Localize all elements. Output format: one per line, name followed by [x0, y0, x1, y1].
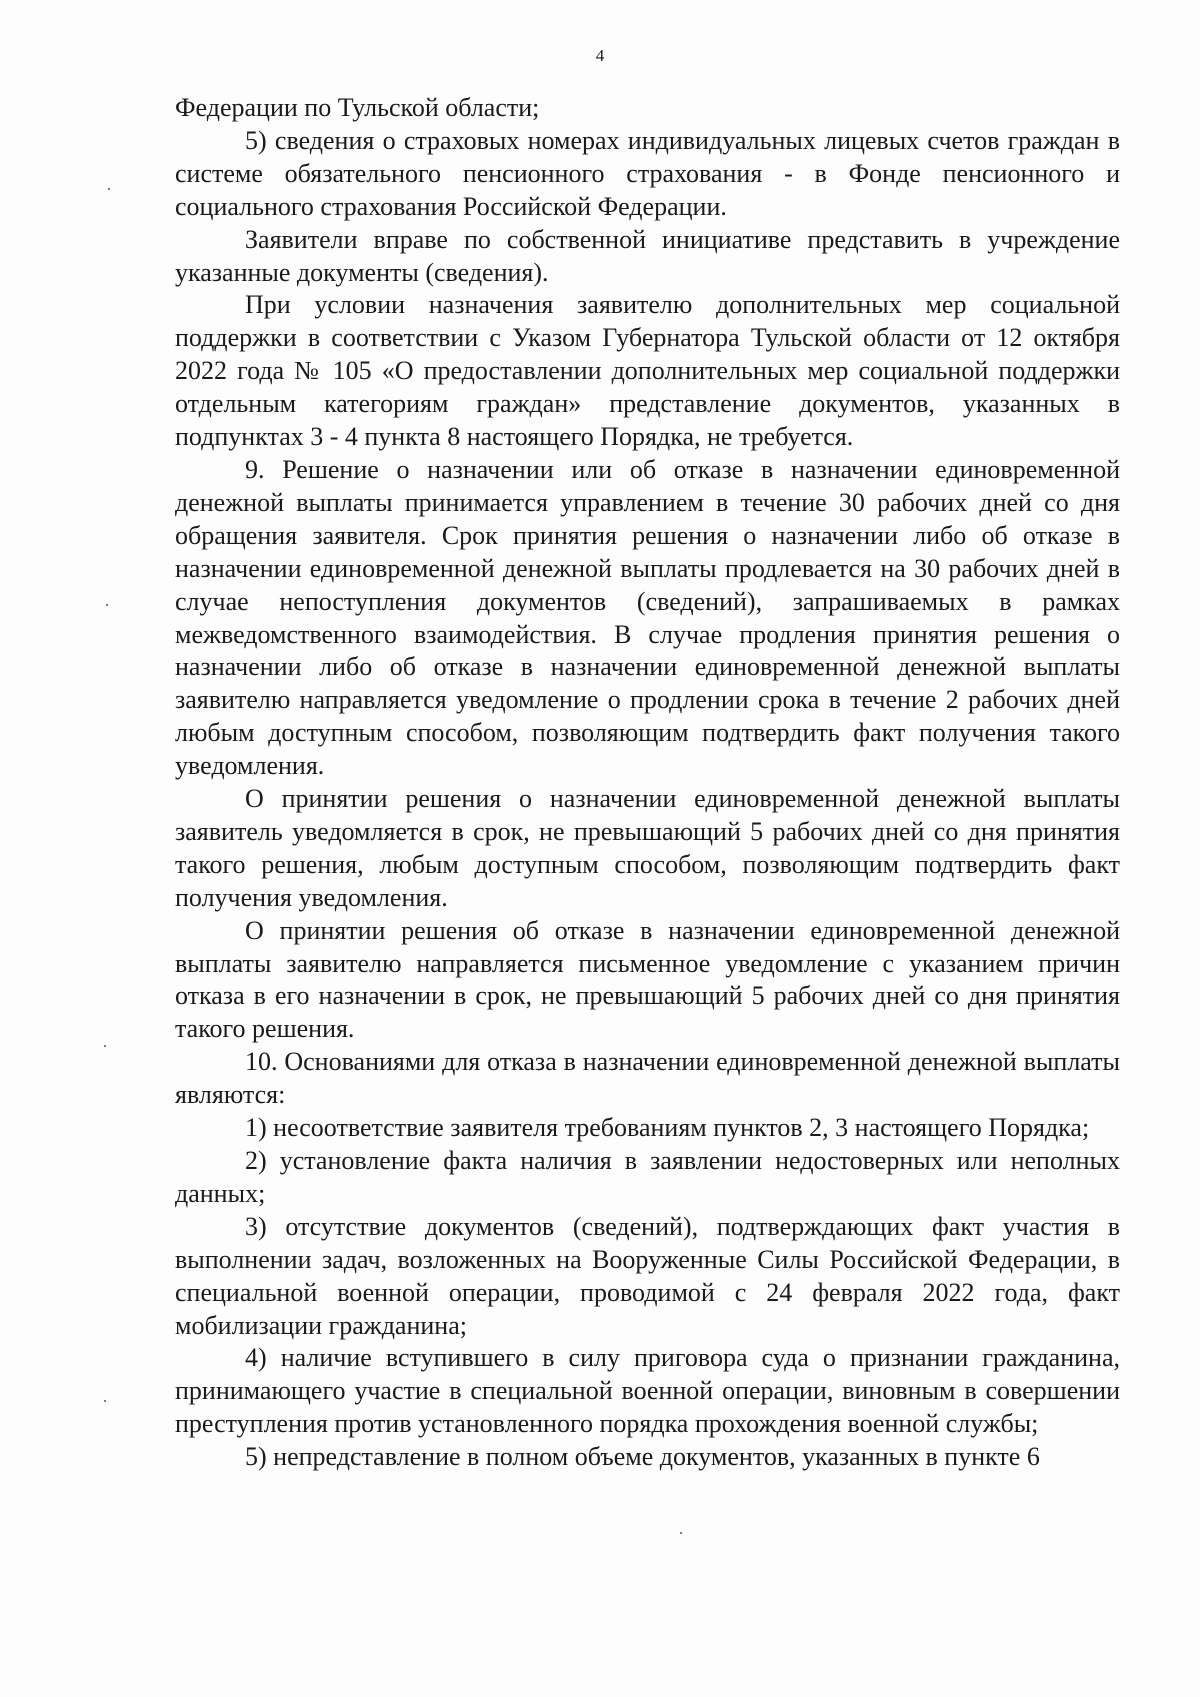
scan-speck — [104, 1045, 106, 1047]
paragraph-additional-measures: При условии назначения заявителю дополнительных мер социальной поддержки в соответствии с Указом Губернатора Тульской области от 12 октября 2022 года № 105 «О предоставлении дополнительных мер социальной поддержки отдельным категориям граждан» представление документов, указанных в подпунктах 3 - 4 пункта 8 настоящего Порядка, не требуется. — [175, 290, 1120, 452]
paragraph-section-9: 9. Решение о назначении или об отказе в назначении единовременной денежной выплаты принимается управлением в течение 30 рабочих дней со дня обращения заявителя. Срок принятия решения о назначении либо об отказе в назначении единовременной денежной выплаты продлевается на 30 рабочих дней в случае непоступления документов (сведений), запрашиваемых в рамках межведомственного взаимодействия. В случае продления принятия решения о назначении либо об отказе в назначении единовременной денежной выплаты заявителю направляется уведомление о продлении срока в течение 2 рабочих дней любым доступным способом, позволяющим подтвердить факт получения такого уведомления. — [175, 454, 1120, 781]
paragraph-ground-4: 4) наличие вступившего в силу приговора суда о признании гражданина, принимающего участие в специальной военной операции, виновным в совершении преступления против установленного порядка прохождения военной службы; — [175, 1343, 1120, 1439]
paragraph-ground-2: 2) установление факта наличия в заявлении недостоверных или неполных данных; — [175, 1146, 1120, 1208]
scan-speck — [106, 604, 108, 606]
scan-speck — [104, 1400, 106, 1402]
paragraph-continuation: Федерации по Тульской области; — [175, 93, 540, 122]
document-body — [175, 92, 1120, 1474]
paragraph-refusal-notice: О принятии решения об отказе в назначении единовременной денежной выплаты заявителю направляется письменное уведомление с указанием причин отказа в его назначении в срок, не превышающий 5 рабочих дней со дня принятия такого решения. — [175, 915, 1120, 1044]
paragraph-ground-3: 3) отсутствие документов (сведений), подтверждающих факт участия в выполнении задач, возложенных на Вооруженные Силы Российской Федерации, в специальной военной операции, проводимой с 24 февраля 2022 года, факт мобилизации гражданина; — [175, 1211, 1120, 1340]
paragraph-item-5-snils: 5) сведения о страховых номерах индивидуальных лицевых счетов граждан в системе обязательного пенсионного страхования - в Фонде пенсионного и социального страхования Российской Федерации. — [175, 125, 1120, 221]
paragraph-ground-1: 1) несоответствие заявителя требованиям пунктов 2, 3 настоящего Порядка; — [245, 1113, 1090, 1143]
scan-speck — [680, 1532, 682, 1534]
paragraph-decision-notice: О принятии решения о назначении единовременной денежной выплаты заявитель уведомляется в срок, не превышающий 5 рабочих дней со дня принятия такого решения, любым доступным способом, позволяющим подтвердить факт получения уведомления. — [175, 784, 1120, 912]
page-number: 4 — [595, 46, 605, 65]
paragraph-section-10: 10. Основаниями для отказа в назначении единовременной денежной выплаты являются: — [175, 1047, 1120, 1110]
paragraph-applicants-right: Заявители вправе по собственной инициативе представить в учреждение указанные документы (сведения). — [175, 224, 1120, 287]
scan-speck — [108, 188, 110, 190]
paragraph-ground-5: 5) непредставление в полном объеме документов, указанных в пункте 6 — [245, 1442, 1040, 1472]
